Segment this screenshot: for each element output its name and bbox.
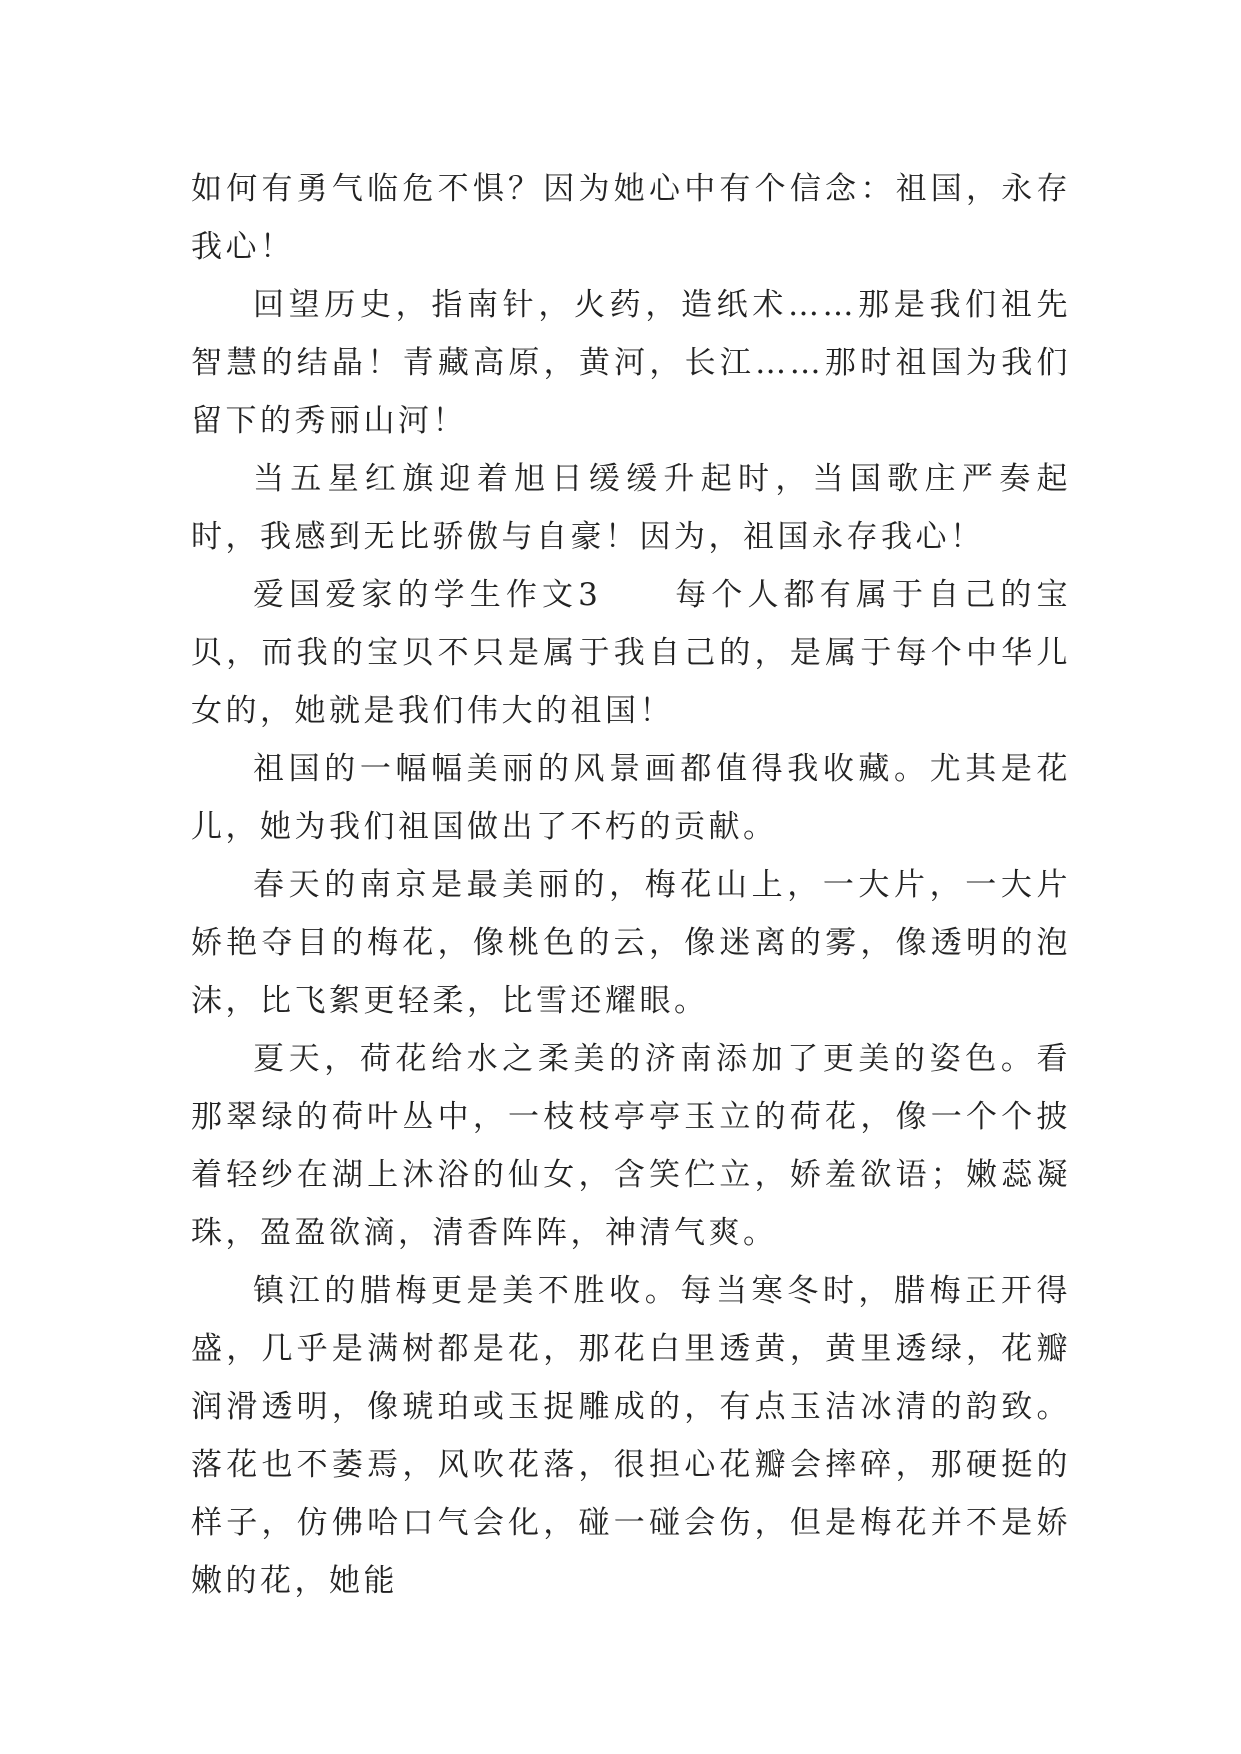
document-body [191, 160, 1071, 1610]
paragraph-flag: 当五星红旗迎着旭日缓缓升起时，当国歌庄严奏起时，我感到无比骄傲与自豪！因为，祖国永存我心！ [191, 461, 1071, 555]
paragraph-wintersweet: 镇江的腊梅更是美不胜收。每当寒冬时，腊梅正开得盛，几乎是满树都是花，那花白里透黄，黄里透绿，花瓣润滑透明，像琥珀或玉捉雕成的，有点玉洁冰清的韵致。落花也不萎焉，风吹花落，很担心花瓣会摔碎，那硬挺的样子，仿佛哈口气会化，碰一碰会伤，但是梅花并不是娇嫩的花，她能 [191, 1273, 1071, 1599]
paragraph-history: 回望历史，指南针，火药，造纸术……那是我们祖先智慧的结晶！青藏高原，黄河，长江……那时祖国为我们留下的秀丽山河！ [191, 287, 1071, 439]
paragraph-spring: 春天的南京是最美丽的，梅花山上，一大片，一大片娇艳夺目的梅花，像桃色的云，像迷离的雾，像透明的泡沫，比飞絮更轻柔，比雪还耀眼。 [191, 867, 1071, 1019]
paragraph-summer: 夏天，荷花给水之柔美的济南添加了更美的姿色。看那翠绿的荷叶丛中，一枝枝亭亭玉立的荷花，像一个个披着轻纱在湖上沐浴的仙女，含笑伫立，娇羞欲语；嫩蕊凝珠，盈盈欲滴，清香阵阵，神清气爽。 [191, 1041, 1071, 1251]
paragraph-continued: 如何有勇气临危不惧？因为她心中有个信念：祖国，永存我心！ [191, 171, 1071, 265]
paragraph-scenery: 祖国的一幅幅美丽的风景画都值得我收藏。尤其是花儿，她为我们祖国做出了不朽的贡献。 [191, 751, 1071, 845]
paragraph-essay-3-intro: 爱国爱家的学生作文3 每个人都有属于自己的宝贝，而我的宝贝不只是属于我自己的，是属于每个中华儿女的，她就是我们伟大的祖国！ [191, 577, 1071, 729]
